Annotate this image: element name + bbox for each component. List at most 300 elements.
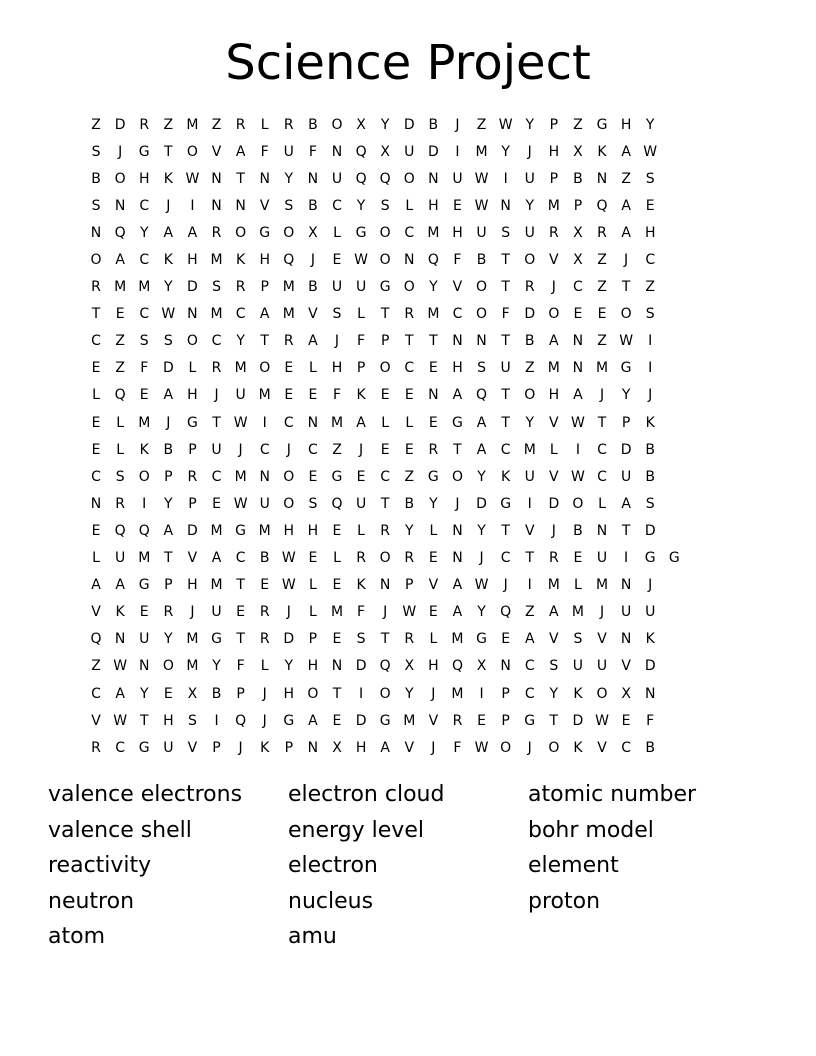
grid-letter: D <box>283 631 295 648</box>
grid-letter: X <box>476 658 487 675</box>
grid-letter: T <box>621 522 631 539</box>
grid-letter: A <box>187 224 198 241</box>
grid-letter: S <box>284 197 294 214</box>
grid-letter: A <box>621 495 631 512</box>
grid-letter: C <box>332 197 342 214</box>
grid-letter: M <box>210 252 223 269</box>
grid-letter: E <box>115 306 125 323</box>
grid-letter: S <box>91 197 101 214</box>
grid-row <box>84 409 734 436</box>
grid-letter: C <box>308 441 318 458</box>
grid-letter: Y <box>525 197 535 214</box>
grid-letter: J <box>648 577 653 594</box>
grid-letter: J <box>286 441 291 458</box>
grid-letter: E <box>356 468 366 485</box>
grid-letter: T <box>525 550 535 567</box>
grid-letter: M <box>138 414 151 431</box>
grid-letter: M <box>451 631 464 648</box>
grid-letter: A <box>211 550 222 567</box>
grid-letter: M <box>234 360 247 377</box>
grid-letter: G <box>331 468 343 485</box>
grid-letter: M <box>282 306 295 323</box>
grid-letter: W <box>571 468 585 485</box>
grid-letter: H <box>620 116 632 133</box>
grid-letter: D <box>187 522 198 539</box>
grid-letter: J <box>648 387 653 404</box>
grid-letter: Z <box>597 333 607 350</box>
grid-letter: R <box>283 333 294 350</box>
grid-letter: O <box>138 468 150 485</box>
grid-letter: S <box>477 360 486 377</box>
grid-letter: K <box>139 441 149 458</box>
grid-letter: E <box>91 414 101 431</box>
grid-letter: U <box>452 170 463 187</box>
grid-letter: A <box>524 631 535 648</box>
grid-letter: I <box>359 685 364 702</box>
grid-letter: S <box>308 495 318 512</box>
grid-letter: S <box>645 495 655 512</box>
grid-letter: E <box>163 685 173 702</box>
grid-letter: P <box>212 739 221 756</box>
grid-letter: T <box>404 333 414 350</box>
grid-letter: Z <box>524 360 535 377</box>
grid-letter: U <box>355 495 367 512</box>
grid-letter: W <box>281 577 296 594</box>
grid-letter: B <box>404 495 415 512</box>
grid-letter: V <box>452 279 463 296</box>
grid-letter: C <box>91 333 101 350</box>
grid-letter: C <box>283 414 294 431</box>
grid-letter: L <box>405 414 414 431</box>
grid-letter: D <box>572 712 584 729</box>
grid-row <box>84 734 734 761</box>
grid-letter: M <box>330 414 344 431</box>
grid-letter: O <box>451 468 463 485</box>
grid-letter: S <box>573 631 583 648</box>
grid-letter: F <box>260 143 269 160</box>
grid-letter: B <box>645 468 655 485</box>
grid-letter: Q <box>114 522 126 539</box>
grid-letter: T <box>621 279 631 296</box>
grid-letter: M <box>571 604 584 621</box>
grid-letter: L <box>92 387 100 404</box>
grid-letter: V <box>597 631 607 648</box>
grid-letter: C <box>645 252 656 269</box>
grid-letter: R <box>91 279 101 296</box>
grid-letter: B <box>524 333 535 350</box>
grid-row <box>84 328 734 355</box>
grid-letter: Z <box>597 279 607 296</box>
grid-letter: R <box>428 441 439 458</box>
grid-letter: L <box>357 306 365 323</box>
grid-letter: P <box>188 495 197 512</box>
grid-letter: T <box>236 577 245 594</box>
grid-letter: J <box>190 604 195 621</box>
grid-letter: M <box>547 577 560 594</box>
grid-letter: I <box>648 333 653 350</box>
grid-letter: V <box>428 712 439 729</box>
grid-letter: Z <box>91 116 101 133</box>
grid-letter: G <box>620 360 632 377</box>
grid-row <box>84 707 734 734</box>
word-list-item: electron cloud <box>288 782 445 807</box>
grid-letter: X <box>332 739 342 756</box>
grid-letter: Q <box>596 197 608 214</box>
word-list-item: amu <box>288 924 337 950</box>
grid-letter: M <box>138 550 151 567</box>
grid-letter: G <box>524 712 536 729</box>
grid-letter: K <box>163 252 173 269</box>
grid-letter: Y <box>477 604 486 621</box>
grid-letter: U <box>645 604 656 621</box>
grid-letter: T <box>332 685 342 702</box>
grid-letter: B <box>308 116 318 133</box>
grid-letter: W <box>474 197 489 214</box>
grid-letter: H <box>307 522 319 539</box>
grid-letter: L <box>308 577 317 594</box>
grid-letter: T <box>380 495 390 512</box>
grid-letter: G <box>379 279 391 296</box>
grid-letter: F <box>332 387 342 404</box>
grid-letter: N <box>331 658 343 675</box>
grid-letter: T <box>501 252 510 269</box>
grid-letter: Q <box>138 522 150 539</box>
grid-letter: C <box>211 333 222 350</box>
grid-letter: Q <box>427 252 439 269</box>
grid-letter: V <box>211 143 222 160</box>
grid-letter: B <box>645 739 655 756</box>
grid-letter: N <box>500 197 511 214</box>
grid-letter: U <box>235 387 246 404</box>
grid-letter: O <box>379 252 391 269</box>
grid-letter: M <box>523 441 536 458</box>
grid-letter: D <box>548 495 560 512</box>
grid-letter: D <box>403 116 415 133</box>
grid-letter: H <box>259 252 270 269</box>
grid-letter: Y <box>164 631 173 648</box>
grid-letter: P <box>405 577 414 594</box>
grid-letter: J <box>334 333 340 350</box>
grid-letter: N <box>379 577 391 594</box>
grid-letter: A <box>452 387 463 404</box>
grid-letter: V <box>308 306 318 323</box>
grid-letter: R <box>452 712 463 729</box>
grid-letter: Y <box>525 414 535 431</box>
grid-letter: B <box>428 116 439 133</box>
grid-letter: Q <box>114 224 126 241</box>
grid-letter: E <box>284 360 294 377</box>
grid-letter: Y <box>621 387 631 404</box>
grid-letter: Y <box>477 468 486 485</box>
grid-letter: J <box>599 604 605 621</box>
grid-letter: B <box>645 441 655 458</box>
grid-letter: P <box>188 441 197 458</box>
grid-letter: C <box>211 468 222 485</box>
grid-letter: W <box>619 333 634 350</box>
grid-letter: Y <box>139 224 149 241</box>
grid-letter: M <box>186 658 199 675</box>
grid-letter: E <box>212 495 221 512</box>
grid-letter: S <box>187 712 197 729</box>
grid-letter: G <box>138 143 150 160</box>
grid-letter: Y <box>549 685 559 702</box>
grid-letter: R <box>187 468 198 485</box>
grid-letter: L <box>188 360 197 377</box>
grid-letter: G <box>596 116 608 133</box>
grid-letter: A <box>452 604 463 621</box>
grid-letter: R <box>139 116 150 133</box>
grid-row <box>84 653 734 680</box>
grid-letter: Y <box>645 116 655 133</box>
grid-letter: O <box>500 739 512 756</box>
grid-letter: U <box>283 143 294 160</box>
grid-letter: S <box>380 197 390 214</box>
grid-letter: C <box>597 468 607 485</box>
grid-letter: N <box>307 170 319 187</box>
grid-letter: E <box>308 387 318 404</box>
grid-letter: X <box>573 143 583 160</box>
grid-letter: T <box>453 441 462 458</box>
grid-letter: U <box>500 360 511 377</box>
grid-letter: U <box>404 143 415 160</box>
grid-letter: J <box>624 252 629 269</box>
grid-letter: E <box>308 468 318 485</box>
grid-letter: A <box>621 143 631 160</box>
grid-letter: M <box>258 522 271 539</box>
grid-letter: M <box>451 685 464 702</box>
grid-letter: R <box>211 224 222 241</box>
grid-letter: E <box>597 306 607 323</box>
grid-letter: T <box>597 414 607 431</box>
grid-letter: O <box>572 495 584 512</box>
grid-letter: R <box>356 550 366 567</box>
grid-letter: V <box>549 252 559 269</box>
grid-letter: M <box>210 522 223 539</box>
grid-letter: U <box>259 495 270 512</box>
grid-row <box>84 436 734 463</box>
grid-letter: P <box>380 333 390 350</box>
grid-letter: O <box>379 550 391 567</box>
grid-letter: D <box>187 279 198 296</box>
grid-letter: S <box>501 224 511 241</box>
grid-letter: Y <box>477 522 486 539</box>
grid-letter: B <box>308 197 318 214</box>
grid-letter: Z <box>91 658 101 675</box>
grid-letter: N <box>404 252 415 269</box>
grid-letter: J <box>286 604 291 621</box>
grid-letter: S <box>212 279 221 296</box>
grid-row <box>84 138 734 165</box>
grid-row <box>84 463 734 490</box>
grid-letter: U <box>620 604 632 621</box>
grid-letter: O <box>524 252 536 269</box>
grid-letter: C <box>573 279 583 296</box>
grid-letter: S <box>356 631 366 648</box>
grid-letter: O <box>307 685 319 702</box>
grid-letter: K <box>356 577 366 594</box>
grid-letter: K <box>236 252 246 269</box>
grid-letter: M <box>258 387 271 404</box>
grid-letter: K <box>163 170 173 187</box>
grid-letter: E <box>308 550 318 567</box>
grid-letter: J <box>238 739 243 756</box>
grid-letter: Z <box>597 252 607 269</box>
grid-letter: O <box>524 387 536 404</box>
grid-letter: H <box>452 224 463 241</box>
grid-letter: U <box>331 279 343 296</box>
grid-letter: L <box>357 522 365 539</box>
grid-letter: D <box>355 658 367 675</box>
grid-letter: M <box>595 360 609 377</box>
grid-letter: S <box>549 658 559 675</box>
grid-letter: N <box>500 658 511 675</box>
grid-letter: N <box>596 170 608 187</box>
grid-letter: A <box>308 712 318 729</box>
grid-letter: K <box>645 414 655 431</box>
grid-letter: Z <box>211 116 222 133</box>
grid-letter: E <box>428 604 438 621</box>
grid-row <box>84 599 734 626</box>
grid-letter: H <box>138 170 150 187</box>
grid-letter: N <box>259 170 270 187</box>
grid-letter: O <box>283 495 295 512</box>
grid-row <box>84 572 734 599</box>
grid-letter: E <box>260 577 270 594</box>
grid-row <box>84 545 734 572</box>
grid-letter: Q <box>355 170 367 187</box>
grid-letter: R <box>259 604 270 621</box>
grid-letter: I <box>527 577 532 594</box>
grid-letter: W <box>113 658 128 675</box>
grid-letter: E <box>573 550 583 567</box>
grid-letter: R <box>548 224 559 241</box>
grid-letter: R <box>524 279 535 296</box>
word-list-item: nucleus <box>288 888 374 914</box>
grid-letter: Z <box>476 116 487 133</box>
grid-letter: Y <box>212 658 221 675</box>
grid-letter: W <box>233 495 248 512</box>
grid-letter: G <box>379 712 391 729</box>
grid-letter: W <box>185 170 200 187</box>
grid-letter: D <box>524 306 536 323</box>
grid-letter: X <box>621 685 631 702</box>
grid-letter: A <box>476 414 487 431</box>
grid-letter: Q <box>476 387 488 404</box>
grid-letter: A <box>115 577 125 594</box>
grid-letter: U <box>211 441 222 458</box>
grid-row <box>84 382 734 409</box>
grid-letter: V <box>404 739 415 756</box>
grid-letter: G <box>138 739 150 756</box>
grid-letter: E <box>453 197 462 214</box>
grid-row <box>84 355 734 382</box>
grid-letter: W <box>643 143 658 160</box>
grid-letter: J <box>551 522 556 539</box>
grid-letter: C <box>404 360 415 377</box>
grid-letter: Z <box>524 604 535 621</box>
grid-letter: Y <box>164 279 173 296</box>
grid-letter: C <box>259 441 270 458</box>
grid-letter: S <box>139 333 149 350</box>
grid-letter: L <box>574 577 582 594</box>
grid-letter: L <box>116 441 125 458</box>
grid-letter: G <box>500 495 512 512</box>
grid-letter: O <box>259 360 271 377</box>
grid-letter: E <box>91 441 101 458</box>
grid-letter: X <box>404 658 415 675</box>
grid-letter: T <box>429 333 438 350</box>
letter-grid <box>84 111 734 761</box>
grid-letter: O <box>162 658 174 675</box>
grid-letter: A <box>621 197 631 214</box>
grid-letter: G <box>186 414 198 431</box>
grid-letter: J <box>479 550 484 567</box>
grid-letter: P <box>549 116 559 133</box>
word-list-item: bohr model <box>528 817 654 843</box>
grid-letter: P <box>356 360 366 377</box>
grid-letter: N <box>572 360 584 377</box>
grid-letter: T <box>212 414 221 431</box>
grid-letter: U <box>476 224 487 241</box>
grid-letter: H <box>187 387 198 404</box>
grid-letter: X <box>380 143 390 160</box>
word-list-item: valence electrons <box>48 782 243 807</box>
grid-letter: W <box>402 604 417 621</box>
grid-letter: P <box>308 631 318 648</box>
grid-letter: R <box>404 631 415 648</box>
grid-letter: F <box>501 306 510 323</box>
grid-letter: T <box>501 279 510 296</box>
grid-letter: T <box>164 143 173 160</box>
grid-letter: J <box>310 252 315 269</box>
grid-letter: J <box>599 387 605 404</box>
grid-letter: S <box>115 468 125 485</box>
grid-letter: V <box>549 631 559 648</box>
word-list-item: neutron <box>48 888 135 914</box>
grid-letter: M <box>210 306 223 323</box>
grid-letter: D <box>355 712 367 729</box>
grid-letter: O <box>114 170 126 187</box>
grid-letter: L <box>333 224 341 241</box>
grid-letter: H <box>163 712 174 729</box>
grid-letter: D <box>644 658 656 675</box>
grid-letter: E <box>380 441 390 458</box>
grid-letter: L <box>381 414 390 431</box>
grid-letter: Q <box>90 631 102 648</box>
grid-letter: Q <box>331 495 343 512</box>
grid-letter: O <box>90 252 102 269</box>
word-list <box>48 777 788 955</box>
grid-letter: R <box>115 495 125 512</box>
grid-letter: I <box>624 550 629 567</box>
grid-letter: W <box>595 712 609 729</box>
grid-letter: L <box>429 522 438 539</box>
grid-letter: J <box>166 414 171 431</box>
grid-letter: M <box>186 116 199 133</box>
grid-letter: M <box>330 604 344 621</box>
grid-row <box>84 219 734 246</box>
grid-letter: Q <box>355 143 367 160</box>
grid-letter: B <box>211 685 222 702</box>
grid-row <box>84 111 734 138</box>
grid-letter: E <box>332 522 342 539</box>
grid-letter: P <box>164 468 173 485</box>
grid-letter: C <box>380 468 391 485</box>
grid-letter: Z <box>573 116 583 133</box>
grid-letter: Z <box>645 279 655 296</box>
word-list-item: valence shell <box>48 817 192 843</box>
grid-letter: X <box>356 116 366 133</box>
